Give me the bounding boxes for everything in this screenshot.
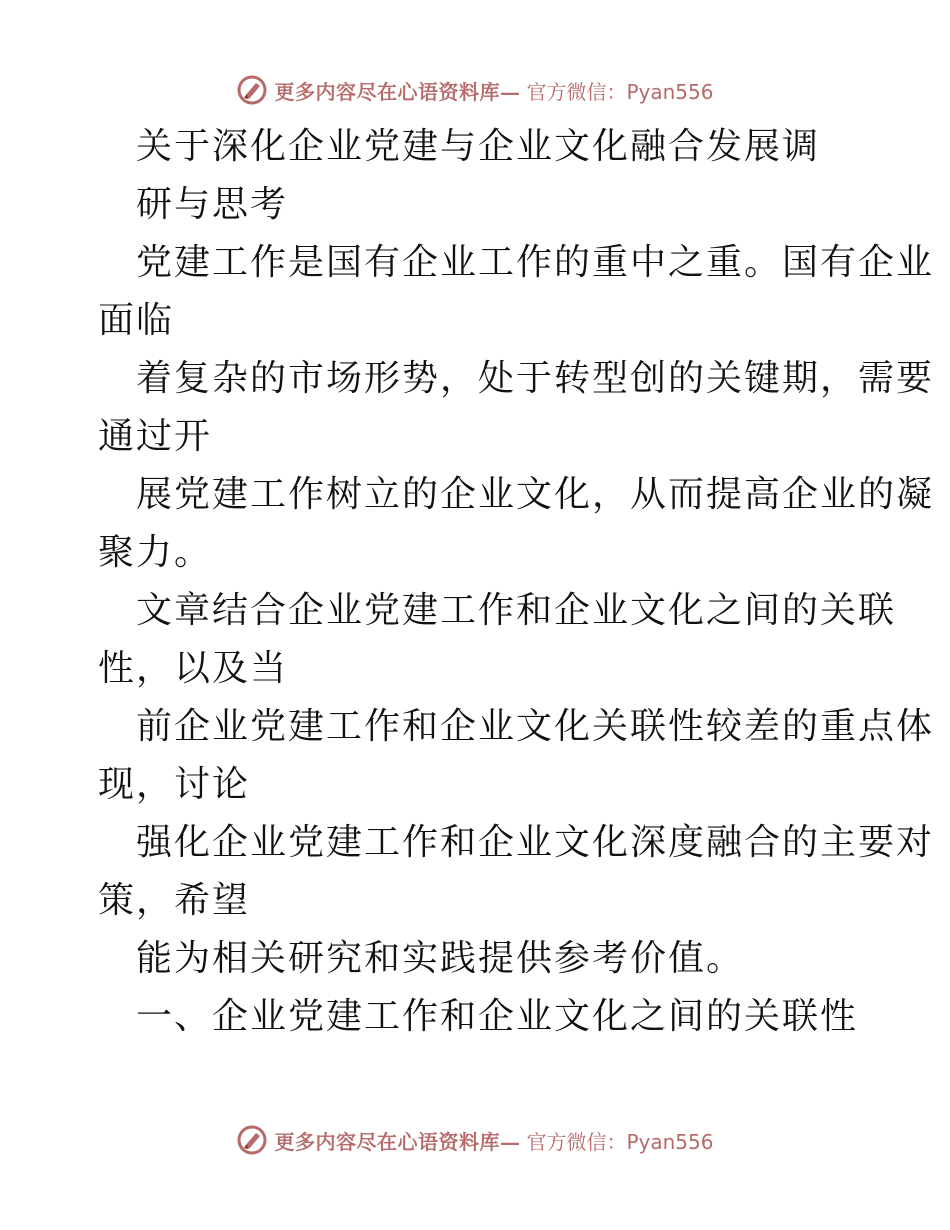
- paragraph-line: 性，以及当: [98, 648, 289, 689]
- pen-logo-icon: [236, 74, 268, 106]
- paragraph-line: 强化企业党建工作和企业文化深度融合的主要对: [136, 822, 935, 863]
- pen-logo-icon: [236, 1124, 268, 1156]
- paragraph-line: 面临: [98, 300, 175, 341]
- paragraph-line: 能为相关研究和实践提供参考价值。: [136, 938, 745, 979]
- watermark-site-text: 更多内容尽在心语资料库—: [274, 1129, 521, 1154]
- paragraph-line: 前企业党建工作和企业文化关联性较差的重点体: [136, 706, 935, 747]
- header-watermark: [0, 70, 950, 110]
- watermark-contact-text: 官方微信：Pyan556: [526, 79, 714, 104]
- title-line-2: 研与思考: [136, 184, 289, 225]
- title-line-1: 关于深化企业党建与企业文化融合发展调: [136, 126, 821, 167]
- watermark-contact-text: 官方微信：Pyan556: [526, 1129, 714, 1154]
- watermark-site-text: 更多内容尽在心语资料库—: [274, 79, 521, 104]
- footer-watermark: [0, 1120, 950, 1160]
- section-heading: 一、企业党建工作和企业文化之间的关联性: [136, 996, 859, 1037]
- paragraph-line: 聚力。: [98, 532, 213, 573]
- paragraph-line: 文章结合企业党建工作和企业文化之间的关联: [136, 590, 897, 631]
- paragraph-line: 着复杂的市场形势，处于转型创的关键期，需要: [136, 358, 935, 399]
- paragraph-line: 通过开: [98, 416, 213, 457]
- paragraph-line: 党建工作是国有企业工作的重中之重。国有企业: [136, 242, 935, 283]
- paragraph-line: 现，讨论: [98, 764, 251, 805]
- paragraph-line: 展党建工作树立的企业文化，从而提高企业的凝: [136, 474, 935, 515]
- paragraph-line: 策，希望: [98, 880, 251, 921]
- document-body: [98, 118, 935, 1046]
